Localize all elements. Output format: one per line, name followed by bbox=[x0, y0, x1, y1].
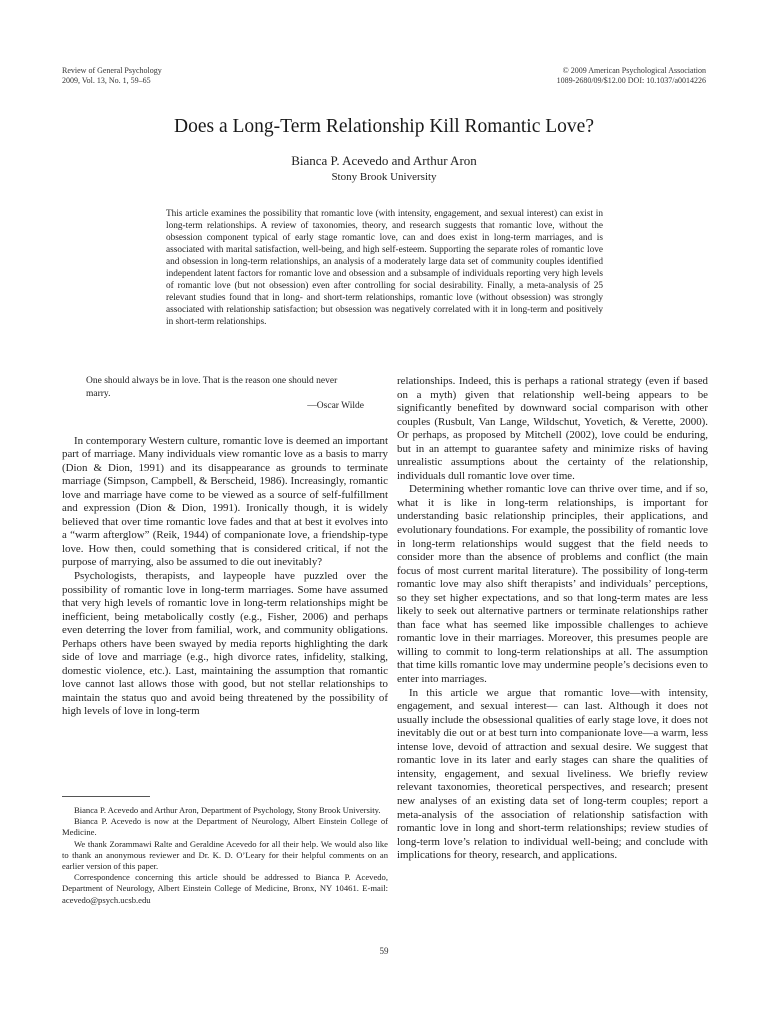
doi-line: 1089-2680/09/$12.00 DOI: 10.1037/a0014226 bbox=[556, 76, 706, 85]
footnote-divider bbox=[62, 796, 150, 797]
article-title: Does a Long-Term Relationship Kill Romantic Love? bbox=[174, 116, 594, 137]
footnote: Bianca P. Acevedo and Arthur Aron, Department of Psychology, Stony Brook University. bbox=[74, 805, 381, 815]
epigraph-attribution: —Oscar Wilde bbox=[307, 401, 364, 411]
copyright-notice bbox=[557, 66, 706, 86]
body-paragraph: relationships. Indeed, this is perhaps a rational strategy (even if based on a myth) given that relationship well-being appears to be significantly benefited by downward social comparison with other couples (Rusbult, Van Lange, Wildschut, Yovetich, & Verette, 2000). Or perhaps, as proposed by Mitchell (2002), love could be enduring, but in an attempt to guarantee safety and minimize risks of having unrealistic assumptions about the certainty of the relationship, individuals dull romantic love over time. bbox=[397, 375, 708, 482]
right-column bbox=[397, 375, 708, 863]
left-column bbox=[62, 375, 388, 719]
epigraph bbox=[86, 375, 364, 413]
footnote: We thank Zorammawi Ralte and Geraldine Acevedo for all their help. We would also like to thank an anonymous reviewer and Dr. K. D. O’Leary for their helpful comments on an earlier version of this paper. bbox=[62, 838, 388, 872]
journal-volume: 2009, Vol. 13, No. 1, 59–65 bbox=[62, 76, 151, 85]
body-paragraph: In contemporary Western culture, romantic love is deemed an important part of marriage. Many individuals view romantic love as a basis to marry (Dion & Dion, 1991) and its disappearance as grounds to terminate marriage (Simpson, Campbell, & Berscheid, 1986). Increasingly, romantic love and marriage have come to be viewed as a source of self-fulfillment and expression (Dion & Dion, 1991). Ironically though, it is widely believed that over time romantic love fades and that at best it evolves into a “warm afterglow” (Reik, 1944) of companionate love, a friendship-type love. How then, could something that is considered critical, if not the purpose of marrying, also be assumed to die out inevitably? bbox=[62, 434, 388, 569]
body-paragraph: Psychologists, therapists, and laypeople have puzzled over the possibility of romantic love in long-term marriages. Some have assumed that very high levels of romantic love in long-term relationships might be inefficient, being metabolically costly (e.g., Fisher, 2006) and perhaps even deterring the lover from familial, work, and community obligations. Perhaps others have been swayed by media reports highlighting the dark side of love and marriage (e.g., high divorce rates, infidelity, stalking, domestic violence, etc.). Last, maintaining the assumption that romantic love cannot last allows those with good, but not stellar relationships to maintain the status quo and avoid being threatened by the possibility of high levels of love in long-term bbox=[62, 569, 388, 718]
footnotes bbox=[62, 805, 388, 906]
epigraph-quote: One should always be in love. That is the reason one should never marry. bbox=[86, 376, 338, 399]
author-affiliation: Stony Brook University bbox=[331, 171, 437, 183]
body-paragraph: In this article we argue that romantic love—with intensity, engagement, and sexual interest— can last. Although it does not usually include the obsessional qualities of early stage love, it does not inevitably die out or at best turn into companionate love—a warm, less intense love, devoid of attraction and sexual desire. We suggest that romantic love in its later and early stages can share the qualities of intensity, engagement, and sexual liveliness. We briefly review relevant taxonomies, theoretical perspectives, and research; present new analyses of an existing data set of long-term couples; report a meta-analysis of the association of relationship satisfaction with romantic love in long and short-term relationships; review studies of long-term love’s relation to individual well-being; and conclude with implications for theory, research, and applications. bbox=[397, 686, 708, 862]
body-paragraph: Determining whether romantic love can thrive over time, and if so, what it is like in long-term relationships, is important for understanding basic relationship principles, their applications, and evolutionary foundations. For example, the possibility of romantic love in long-term relationships would suggest that the field needs to consider more than the absence of problems and conflict (the main focus of most current marital literature). The possibility of long-term romantic love may also shift therapists’ and individuals’ perceptions, so they set higher expectations, and so that long-term mates are less likely to seek out alternative partners or terminate relationships rather than face what has seemed like impossible challenges to achieve romantic love in their marriages. Moreover, this presumes people are willing to commit to long-term relationships at all. The assumption that time kills romantic love may undermine people’s decisions even to enter into marriages. bbox=[397, 483, 708, 686]
abstract: This article examines the possibility that romantic love (with intensity, engagement, and sexual interest) can exist in long-term relationships. A review of taxonomies, theory, and research suggests that romantic love, without the obsession component typical of early stage romantic love, can and does exist in long-term marriages, and is associated with marital satisfaction, well-being, and high self-esteem. Supporting the separate roles of romantic love and obsession in long-term relationships, an analysis of a moderately large data set of community couples identified independent latent factors for romantic love and obsession and a subsample of individuals reporting very high levels of romantic love (but not obsession) even after controlling for social desirability. Finally, a meta-analysis of 25 relevant studies found that in long- and short-term relationships, romantic love (without obsession) was strongly associated with relationship satisfaction; but obsession was negatively correlated with it in long-term and positively in short-term relationships. bbox=[166, 209, 603, 327]
journal-citation bbox=[62, 66, 162, 86]
page-number: 59 bbox=[379, 946, 389, 956]
footnote: Correspondence concerning this article should be addressed to Bianca P. Acevedo, Department of Neurology, Albert Einstein College of Medicine, Bronx, NY 10461. E-mail: acevedo@psych.ucsb.edu bbox=[62, 872, 388, 905]
footnote: Bianca P. Acevedo is now at the Department of Neurology, Albert Einstein College of Medicine. bbox=[62, 816, 388, 838]
copyright-line: © 2009 American Psychological Association bbox=[562, 66, 706, 75]
article-authors: Bianca P. Acevedo and Arthur Aron bbox=[291, 153, 477, 168]
journal-name: Review of General Psychology bbox=[62, 66, 162, 75]
